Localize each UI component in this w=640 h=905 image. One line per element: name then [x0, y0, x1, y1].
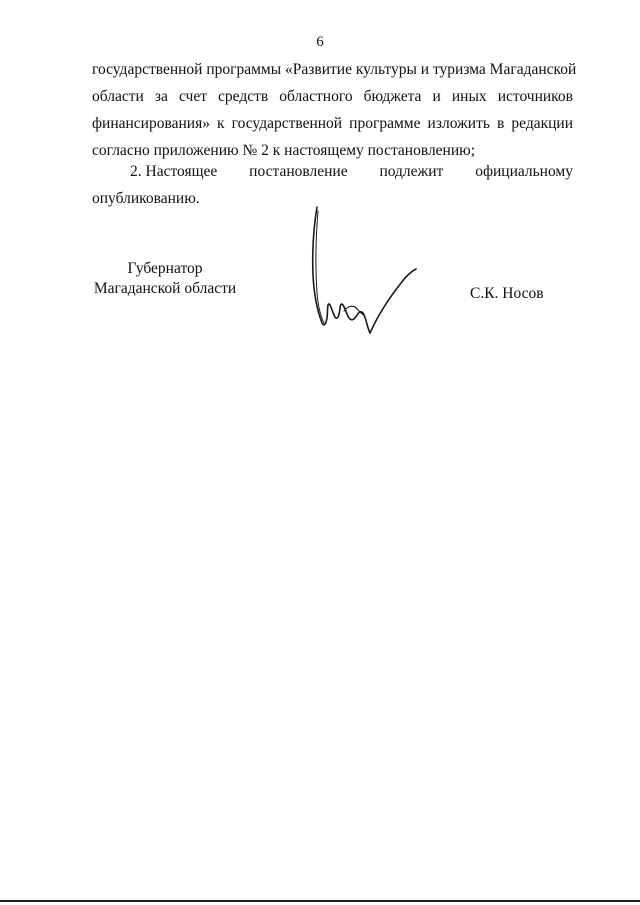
paragraph-line: [92, 56, 577, 83]
paragraph-line: [92, 110, 573, 137]
line-text: согласно приложению № 2 к настоящему постановлению;: [92, 142, 476, 159]
line-text: опубликованию.: [92, 190, 200, 207]
word: постановление: [249, 163, 348, 180]
word: подлежит: [379, 163, 444, 180]
position-line: Магаданской области: [93, 280, 237, 297]
signatory-position: [80, 259, 250, 299]
word: официальному: [475, 163, 573, 180]
position-line: Губернатор: [127, 260, 203, 277]
paragraph-publication: [92, 158, 573, 212]
paragraph-line: [92, 158, 573, 185]
page-number: 6: [316, 34, 324, 50]
line-text: финансирования» к государственной программе изложить в редакции: [92, 115, 573, 132]
line-text: области за счет средств областного бюджета и иных источников: [92, 88, 573, 105]
bottom-border-line: [0, 900, 640, 902]
paragraph-continuation: [92, 56, 577, 164]
handwritten-signature: [300, 205, 430, 345]
paragraph-line: [92, 83, 573, 110]
word: 2. Настоящее: [130, 163, 218, 180]
signatory-name: С.К. Носов: [470, 285, 544, 302]
line-text: государственной программы «Развитие культуры и туризма Магаданской: [92, 61, 577, 78]
